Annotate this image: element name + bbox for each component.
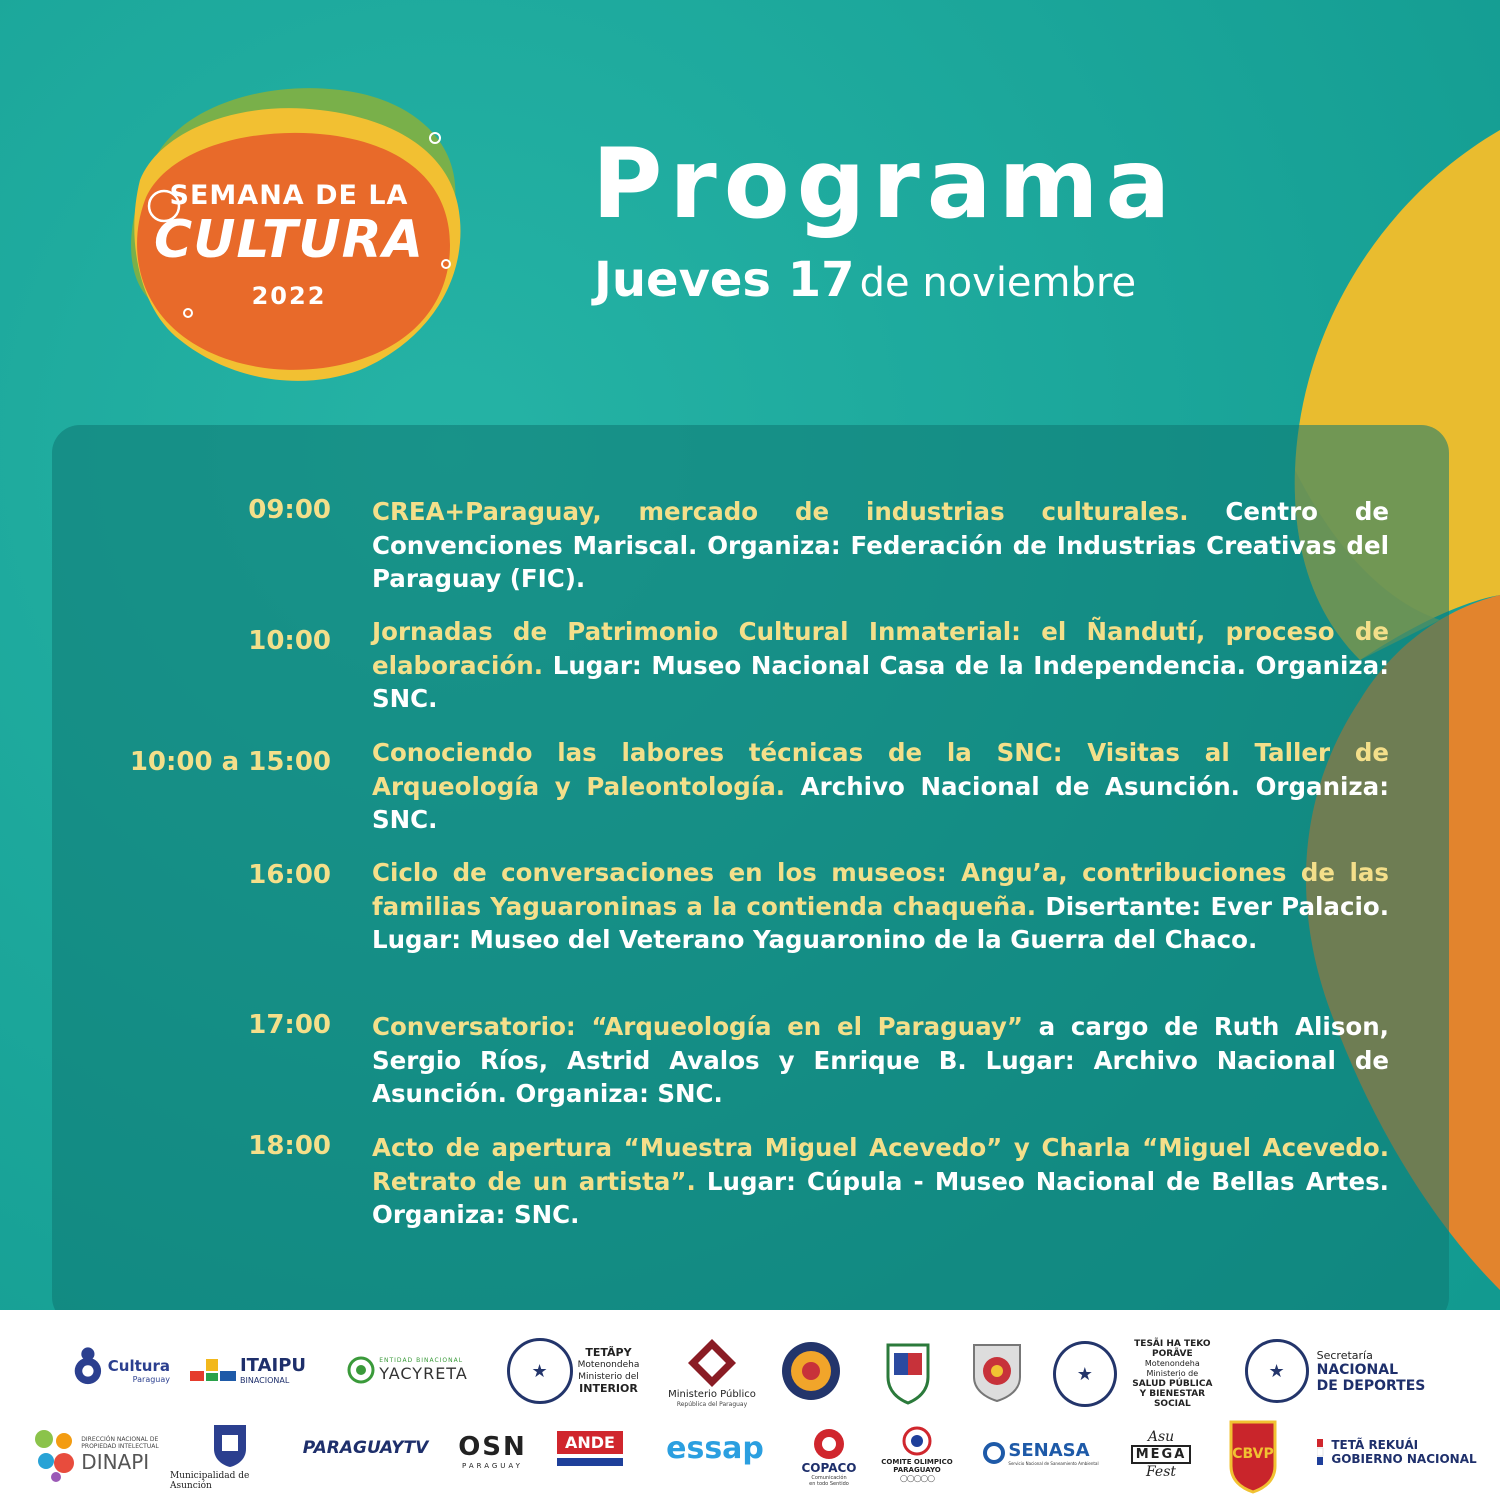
ministerio-publico-icon: [686, 1337, 738, 1389]
event-description: [372, 495, 1389, 596]
logo-year: 2022: [251, 282, 327, 310]
deportes-line-3: DE DEPORTES: [1316, 1377, 1426, 1394]
event-title: Conociendo las labores técnicas de la SNC: Visitas al Taller de Arqueología y Paleontología.: [372, 738, 1389, 801]
coe-line-1: COMITE OLIMPICO: [881, 1458, 953, 1466]
deportes-logo: [1240, 1336, 1430, 1406]
logo-line-1: SEMANA DE LA: [169, 180, 409, 211]
senad-seal-icon: [780, 1340, 842, 1402]
ministerio-publico-logo: [662, 1332, 762, 1412]
sponsors-footer: [0, 1310, 1500, 1500]
municipalidad-name: Municipalidad de Asunción: [170, 1471, 250, 1491]
paraguaytv-logo: [298, 1432, 433, 1464]
osn-name: OSN: [458, 1432, 527, 1462]
interior-line-4: INTERIOR: [579, 1382, 638, 1395]
paraguaytv-name: PARAGUAYTV: [302, 1438, 429, 1458]
municipalidad-logo: [170, 1416, 290, 1496]
event-time: 17:00: [248, 1010, 331, 1040]
mega-line-2: MEGA: [1131, 1445, 1192, 1464]
gobierno-nacional-logo: [1312, 1430, 1482, 1474]
deportes-line-1: Secretaría: [1316, 1348, 1373, 1362]
salud-line-5: SALUD PÚBLICA: [1132, 1379, 1213, 1389]
event-details: Archivo Nacional de Asunción. Organiza: SNC.: [372, 771, 1390, 834]
interior-line-1: TETÃPY: [585, 1346, 632, 1359]
ministerio-publico-name: Ministerio Público: [668, 1388, 756, 1400]
yacyreta-sub: ENTIDAD BINACIONAL: [379, 1357, 464, 1364]
senasa-logo: [982, 1428, 1100, 1478]
dinapi-name: DINAPI: [81, 1450, 150, 1474]
salud-line-1: TESÃI HA TEKO: [1134, 1339, 1211, 1349]
copaco-icon: [812, 1427, 846, 1461]
logo-line-2: CULTURA: [154, 210, 424, 270]
event-details: a cargo de Ruth Alison, Sergio Ríos, Astrid Avalos y Enrique B. Lugar: Archivo Nacional de Asunción. Organiza: SNC.: [372, 1012, 1389, 1108]
mega-line-1: Asu: [1147, 1428, 1175, 1445]
itaipu-name: ITAIPU: [239, 1355, 306, 1376]
coat-of-arms-icon: [880, 1337, 936, 1405]
event-title: Conversatorio: “Arqueología en el Paraguay”: [372, 1012, 1023, 1041]
ande-logo: [555, 1428, 625, 1468]
event-time: 09:00: [248, 495, 331, 525]
policia-logo: [965, 1336, 1029, 1406]
police-shield-icon: [970, 1339, 1024, 1403]
cultura-name: Cultura: [107, 1356, 170, 1375]
interior-line-3: Ministerio del: [578, 1372, 639, 1382]
salud-line-4: Ministerio de: [1146, 1369, 1199, 1378]
semana-de-la-cultura-logo: [110, 80, 480, 390]
yacyreta-logo: [335, 1350, 480, 1390]
olympic-rings-icon: ○○○○○: [899, 1474, 935, 1484]
event-details: Lugar: Museo Nacional Casa de la Independencia. Organiza: SNC.: [372, 650, 1390, 713]
schedule-panel: [52, 425, 1449, 1325]
copaco-logo: [798, 1414, 860, 1500]
event-description: [372, 736, 1389, 837]
event-time: 18:00: [248, 1131, 331, 1161]
asu-mega-fest-logo: [1120, 1414, 1202, 1494]
ande-name: ANDE: [557, 1431, 623, 1454]
deportes-line-2: NACIONAL: [1316, 1361, 1399, 1378]
event-details: Lugar: Cúpula - Museo Nacional de Bellas Artes. Organiza: SNC.: [372, 1166, 1389, 1229]
firefighter-shield-icon: [1225, 1412, 1281, 1494]
osn-logo: [455, 1426, 530, 1476]
coe-logo: [872, 1414, 962, 1494]
event-time: 16:00: [248, 860, 331, 890]
paraguay-seal-icon: ★: [1245, 1339, 1309, 1403]
itaipu-icon: [190, 1357, 240, 1383]
cultura-logo: [70, 1340, 170, 1400]
dinapi-line-2: PROPIEDAD INTELECTUAL: [81, 1443, 159, 1450]
paraguay-seal-icon: ★: [507, 1338, 573, 1404]
yacyreta-name: YACYRETA: [379, 1364, 468, 1383]
dinapi-line-1: DIRECCIÓN NACIONAL DE: [81, 1436, 159, 1443]
event-description: [372, 856, 1389, 957]
event-title: Ciclo de conversaciones en los museos: Angu’a, contribuciones de las familias Yaguaroninas a la contienda chaqueña.: [372, 858, 1389, 921]
shield-logo: [875, 1334, 941, 1408]
event-details: Disertante: Ever Palacio. Lugar: Museo del Veterano Yaguaronino de la Guerra del Chaco.: [372, 891, 1390, 954]
gobierno-line-1: TETÃ REKUÁI: [1331, 1438, 1419, 1452]
senasa-name: SENASA: [1008, 1440, 1090, 1461]
essap-name: essap: [666, 1430, 764, 1466]
cbvp-logo: [1222, 1410, 1284, 1496]
event-description: [372, 615, 1389, 716]
senad-logo: [778, 1338, 844, 1404]
coe-line-2: PARAGUAYO: [893, 1466, 941, 1474]
osn-sub: PARAGUAY: [462, 1462, 523, 1470]
page-title: Programa: [592, 128, 1178, 240]
gears-icon: [32, 1427, 78, 1483]
salud-line-3: Motenondeha: [1144, 1359, 1200, 1368]
yacyreta-icon: [347, 1356, 375, 1384]
senasa-icon: [983, 1442, 1005, 1464]
page-date: [594, 252, 1136, 308]
event-description: [372, 1010, 1389, 1111]
event-title: Acto de apertura “Muestra Miguel Acevedo” y Charla “Miguel Acevedo. Retrato de un artista”.: [372, 1133, 1389, 1196]
ministerio-publico-sub: República del Paraguay: [676, 1400, 748, 1408]
dinapi-logo: [28, 1422, 163, 1488]
ministerio-interior-logo: [503, 1334, 643, 1408]
itaipu-logo: [188, 1348, 308, 1392]
salud-line-6: Y BIENESTAR SOCIAL: [1139, 1389, 1206, 1409]
event-title: Jornadas de Patrimonio Cultural Inmaterial: el Ñandutí, proceso de elaboración.: [372, 617, 1389, 680]
mega-line-3: Fest: [1145, 1463, 1177, 1480]
event-title: CREA+Paraguay, mercado de industrias culturales.: [372, 497, 1189, 526]
copaco-name: COPACO: [801, 1461, 857, 1475]
flower-icon: [70, 1341, 106, 1399]
date-strong: Jueves 17: [594, 252, 855, 308]
lion-icon: [900, 1424, 934, 1458]
date-rest: de noviembre: [859, 260, 1137, 306]
cultura-sub: Paraguay: [132, 1374, 170, 1384]
essap-logo: [650, 1428, 780, 1468]
interior-line-2: Motenondeha: [577, 1360, 640, 1370]
flag-icon: [1317, 1439, 1327, 1465]
copaco-sub: Comunicación en todo Sentido: [809, 1475, 849, 1487]
event-description: [372, 1131, 1389, 1232]
itaipu-sub: BINACIONAL: [239, 1376, 290, 1385]
salud-line-2: PORÃVE: [1152, 1349, 1193, 1359]
ministerio-salud-logo: [1053, 1334, 1223, 1414]
paraguay-seal-icon: ★: [1053, 1341, 1117, 1407]
municipal-shield-icon: [210, 1421, 250, 1467]
event-time: 10:00: [248, 626, 331, 656]
event-details: Centro de Convenciones Mariscal. Organiza: Federación de Industrias Creativas del Paraguay (FIC).: [372, 497, 1389, 593]
senasa-sub: Servicio Nacional de Saneamiento Ambiental: [1008, 1461, 1099, 1466]
cbvp-label: CBVP: [1232, 1446, 1274, 1462]
gobierno-line-2: GOBIERNO NACIONAL: [1331, 1452, 1477, 1466]
event-time: 10:00 a 15:00: [129, 747, 331, 777]
